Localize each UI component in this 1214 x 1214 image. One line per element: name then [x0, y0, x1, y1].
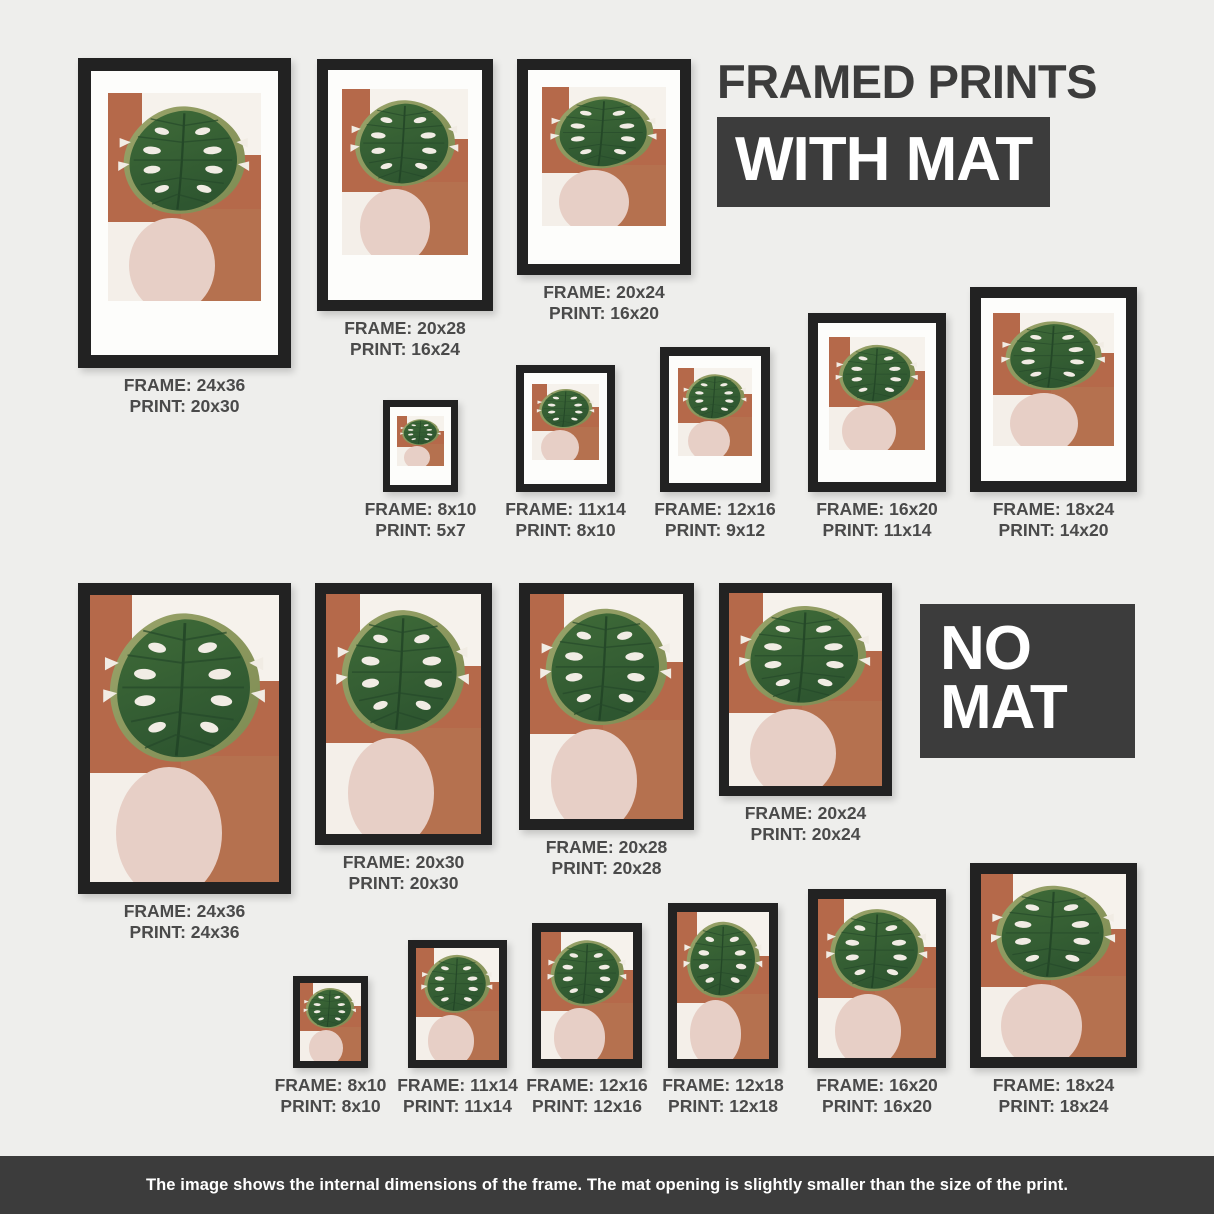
caption-frame-size: FRAME: 8x10 [364, 499, 477, 519]
artwork-monstera [541, 932, 633, 1059]
frame-caption [275, 1075, 387, 1118]
headline-with-mat: WITH MAT [717, 117, 1050, 207]
artwork-monstera [678, 368, 752, 456]
frame-border [808, 889, 946, 1068]
artwork [729, 593, 882, 786]
artwork-monstera [729, 593, 882, 786]
artwork-monstera [542, 87, 666, 226]
frame-border [970, 287, 1137, 492]
frame-caption [505, 499, 626, 542]
frame-no-mat-18x24[interactable] [970, 863, 1137, 1117]
frame-border [719, 583, 892, 796]
caption-print-size: PRINT: 18x24 [998, 1096, 1109, 1117]
caption-frame-size: FRAME: 12x16 [526, 1075, 648, 1095]
caption-print-size: PRINT: 24x36 [129, 922, 240, 943]
frame-border [317, 59, 493, 311]
frame-caption [124, 375, 246, 418]
caption-frame-size: FRAME: 20x24 [744, 803, 867, 823]
caption-frame-size: FRAME: 11x14 [397, 1075, 518, 1095]
caption-frame-size: FRAME: 8x10 [274, 1075, 387, 1095]
artwork-monstera [342, 89, 468, 255]
artwork-monstera [530, 594, 683, 819]
caption-frame-size: FRAME: 16x20 [816, 1075, 938, 1095]
caption-frame-size: FRAME: 11x14 [505, 499, 626, 519]
artwork-monstera [818, 899, 936, 1058]
frame-no-mat-16x20[interactable] [808, 889, 946, 1117]
mat-board [91, 71, 278, 355]
artwork [677, 912, 769, 1059]
caption-print-size: PRINT: 8x10 [280, 1096, 381, 1117]
frame-border [660, 347, 770, 492]
artwork [108, 93, 261, 301]
caption-frame-size: FRAME: 20x28 [545, 837, 668, 857]
frame-caption [343, 852, 465, 895]
frame-border [78, 58, 291, 368]
caption-frame-size: FRAME: 24x36 [123, 375, 246, 395]
artwork [541, 932, 633, 1059]
frame-no-mat-8x10[interactable] [274, 976, 387, 1117]
caption-print-size: PRINT: 20x24 [750, 824, 861, 845]
frame-border [668, 903, 778, 1068]
headline-framed-prints: FRAMED PRINTS [717, 55, 1097, 108]
mat-board [390, 407, 451, 485]
mat-board [981, 298, 1126, 481]
caption-print-size: PRINT: 20x30 [129, 396, 240, 417]
caption-frame-size: FRAME: 16x20 [816, 499, 938, 519]
frame-caption [993, 1075, 1115, 1118]
caption-print-size: PRINT: 8x10 [515, 520, 616, 541]
artwork-monstera [677, 912, 769, 1059]
frame-caption [543, 282, 665, 325]
frame-caption [526, 1075, 648, 1118]
artwork [532, 384, 599, 460]
frame-border [517, 59, 691, 275]
frame-with-mat-18x24[interactable] [970, 287, 1137, 541]
caption-print-size: PRINT: 5x7 [375, 520, 466, 541]
with-mat-heading-block [717, 55, 1097, 207]
frame-border [408, 940, 507, 1068]
frame-caption [654, 499, 776, 542]
caption-print-size: PRINT: 9x12 [664, 520, 766, 541]
frame-border [516, 365, 615, 492]
caption-frame-size: FRAME: 20x24 [543, 282, 665, 302]
caption-frame-size: FRAME: 12x16 [654, 499, 776, 519]
artwork [678, 368, 752, 456]
artwork-monstera [981, 874, 1126, 1057]
artwork-monstera [108, 93, 261, 301]
frame-no-mat-20x28[interactable] [519, 583, 694, 879]
artwork [818, 899, 936, 1058]
mat-board [524, 373, 607, 484]
caption-frame-size: FRAME: 20x30 [342, 852, 465, 872]
artwork [326, 594, 481, 834]
headline-no-mat-line1: NO [940, 614, 1031, 683]
mat-board [328, 70, 482, 300]
caption-print-size: PRINT: 16x20 [549, 303, 659, 324]
frame-border [808, 313, 946, 492]
caption-print-size: PRINT: 12x18 [668, 1096, 778, 1117]
caption-print-size: PRINT: 11x14 [403, 1096, 512, 1117]
caption-print-size: PRINT: 16x24 [350, 339, 460, 360]
artwork-monstera [829, 337, 925, 450]
caption-frame-size: FRAME: 24x36 [123, 901, 246, 921]
frame-caption [745, 803, 867, 846]
frame-with-mat-24x36[interactable] [78, 58, 291, 417]
caption-frame-size: FRAME: 18x24 [992, 1075, 1115, 1095]
frame-no-mat-12x18[interactable] [662, 903, 784, 1117]
artwork [416, 948, 499, 1060]
caption-print-size: PRINT: 12x16 [532, 1096, 642, 1117]
frame-caption [993, 499, 1115, 542]
frame-border [519, 583, 694, 830]
frame-with-mat-12x16[interactable] [654, 347, 776, 541]
frame-no-mat-12x16[interactable] [526, 923, 648, 1117]
frame-with-mat-20x24[interactable] [517, 59, 691, 324]
frame-no-mat-20x30[interactable] [315, 583, 492, 894]
artwork-monstera [532, 384, 599, 460]
frame-caption [344, 318, 466, 361]
caption-print-size: PRINT: 20x30 [348, 873, 459, 894]
frame-caption [816, 499, 938, 542]
frame-no-mat-20x24[interactable] [719, 583, 892, 845]
artwork-monstera [300, 983, 361, 1061]
artwork [90, 595, 279, 882]
artwork-monstera [90, 595, 279, 882]
frame-border [532, 923, 642, 1068]
frame-border [970, 863, 1137, 1068]
artwork-monstera [416, 948, 499, 1060]
frame-with-mat-11x14[interactable] [505, 365, 626, 541]
footer-note: The image shows the internal dimensions of the frame. The mat opening is slightly smaller than the size of the print. [0, 1156, 1214, 1214]
caption-frame-size: FRAME: 12x18 [662, 1075, 784, 1095]
frame-caption [546, 837, 668, 880]
caption-frame-size: FRAME: 20x28 [344, 318, 466, 338]
caption-print-size: PRINT: 14x20 [998, 520, 1109, 541]
artwork [981, 874, 1126, 1057]
caption-frame-size: FRAME: 18x24 [992, 499, 1115, 519]
frame-caption [365, 499, 477, 542]
artwork-monstera [397, 416, 444, 466]
mat-board [528, 70, 680, 264]
frame-no-mat-11x14[interactable] [397, 940, 518, 1117]
caption-print-size: PRINT: 16x20 [822, 1096, 932, 1117]
caption-print-size: PRINT: 20x28 [551, 858, 662, 879]
mat-board [818, 323, 936, 482]
headline-no-mat [920, 604, 1135, 758]
artwork [829, 337, 925, 450]
frame-caption [662, 1075, 784, 1118]
artwork [300, 983, 361, 1061]
frame-caption [397, 1075, 518, 1118]
artwork-monstera [326, 594, 481, 834]
mat-board [669, 356, 761, 483]
frame-border [315, 583, 492, 845]
artwork-monstera [993, 313, 1114, 446]
artwork [342, 89, 468, 255]
frame-border [78, 583, 291, 894]
frame-with-mat-8x10[interactable] [364, 400, 477, 541]
frame-caption [124, 901, 246, 944]
artwork [993, 313, 1114, 446]
artwork [397, 416, 444, 466]
frame-border [383, 400, 458, 492]
frame-border [293, 976, 368, 1068]
artwork [530, 594, 683, 819]
frame-with-mat-20x28[interactable] [317, 59, 493, 360]
artwork [542, 87, 666, 226]
headline-no-mat-line2: MAT [940, 672, 1067, 742]
frame-caption [816, 1075, 938, 1118]
frame-with-mat-16x20[interactable] [808, 313, 946, 541]
frame-no-mat-24x36[interactable] [78, 583, 291, 943]
caption-print-size: PRINT: 11x14 [822, 520, 932, 541]
